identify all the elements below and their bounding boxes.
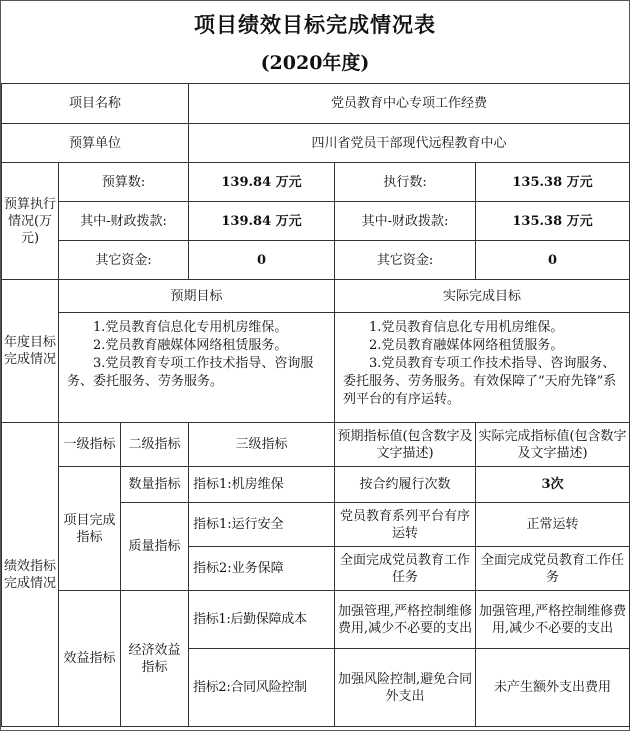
page-subtitle: (2020年度) [260,52,370,74]
expected-goals [59,313,335,423]
actual-value-header: 实际完成指标值(包含数字及文字描述) [476,423,630,467]
budget-value: 139.84 [221,174,272,190]
expected-goal-item: 3.党员教育专项工作技术指导、咨询服务、委托服务、劳务服务。 [67,356,314,389]
indicator-actual: 未产生额外支出费用 [476,649,630,727]
level1-header: 一级指标 [59,423,121,467]
performance-section-label: 绩效指标完成情况 [2,423,59,727]
exec-value-cell [476,163,630,202]
project-name-value: 党员教育中心专项工作经费 [189,84,630,124]
level2-header: 二级指标 [121,423,189,467]
actual-goal-item: 2.党员教育融媒体网络租赁服务。 [369,338,564,353]
other-exec-label: 其它资金: [335,241,476,280]
fiscal-exec-label: 其中-财政拨款: [335,202,476,241]
exec-value: 135.38 [512,174,563,190]
economic-indicator-label: 经济效益指标 [121,591,189,727]
other-funds-row [2,241,630,280]
fiscal-row [2,202,630,241]
indicator-expected: 全面完成党员教育工作任务 [335,547,476,591]
budget-row [2,163,630,202]
actual-goal-item: 1.党员教育信息化专用机房维保。 [369,320,564,335]
indicator-header-row [2,423,630,467]
actual-goals [335,313,630,423]
budget-value-cell [189,163,335,202]
benefit-indicator-label: 效益指标 [59,591,121,727]
budget-unit-row [2,124,630,163]
actual-goal-header: 实际完成目标 [335,280,630,313]
indicator-expected: 加强风险控制,避免合同外支出 [335,649,476,727]
budget-unit: 万元 [275,174,302,190]
fiscal-exec-value: 135.38 [512,213,563,229]
project-name-label: 项目名称 [2,84,189,124]
title-area [1,1,629,83]
other-value: 0 [189,241,335,280]
indicator-expected: 按合约履行次数 [335,467,476,503]
table-row [2,467,630,503]
expected-goal-header: 预期目标 [59,280,335,313]
indicator-expected: 党员教育系列平台有序运转 [335,503,476,547]
expected-goal-item: 2.党员教育融媒体网络租赁服务。 [93,338,288,353]
project-name-row [2,84,630,124]
performance-table [1,83,630,727]
budget-section-label: 预算执行情况(万元) [2,163,59,280]
indicator-name: 指标1:后勤保障成本 [189,591,335,649]
indicator-name: 指标1:机房维保 [189,467,335,503]
indicator-name: 指标2:合同风险控制 [189,649,335,727]
fiscal-unit: 万元 [275,213,302,229]
indicator-actual: 全面完成党员教育工作任务 [476,547,630,591]
budget-unit-value: 四川省党员干部现代远程教育中心 [189,124,630,163]
expected-value-header: 预期指标值(包含数字及文字描述) [335,423,476,467]
level3-header: 三级指标 [189,423,335,467]
quality-indicator-label: 质量指标 [121,503,189,591]
annual-section-label: 年度目标完成情况 [2,280,59,423]
fiscal-exec-unit: 万元 [566,213,593,229]
fiscal-value-cell [189,202,335,241]
indicator-name: 指标1:运行安全 [189,503,335,547]
fiscal-value: 139.84 [221,213,272,229]
annual-goals-row [2,313,630,423]
budget-unit-label: 预算单位 [2,124,189,163]
expected-goal-item: 1.党员教育信息化专用机房维保。 [93,320,288,335]
table-row [2,591,630,649]
quantity-indicator-label: 数量指标 [121,467,189,503]
fiscal-label: 其中-财政拨款: [59,202,189,241]
output-indicator-label: 项目完成指标 [59,467,121,591]
annual-header-row [2,280,630,313]
indicator-name: 指标2:业务保障 [189,547,335,591]
page-title: 项目绩效目标完成情况表 [194,12,436,37]
actual-goal-item: 3.党员教育专项工作技术指导、咨询服务、委托服务、劳务服务。有效保障了“天府先锋”系列平台的有序运转。 [343,356,617,407]
indicator-actual: 正常运转 [476,503,630,547]
budget-label: 预算数: [59,163,189,202]
indicator-actual: 加强管理,严格控制维修费用,减少不必要的支出 [476,591,630,649]
other-label: 其它资金: [59,241,189,280]
indicator-expected: 加强管理,严格控制维修费用,减少不必要的支出 [335,591,476,649]
other-exec-value: 0 [476,241,630,280]
fiscal-exec-value-cell [476,202,630,241]
exec-label: 执行数: [335,163,476,202]
exec-unit: 万元 [566,174,593,190]
indicator-actual: 3次 [476,467,630,503]
